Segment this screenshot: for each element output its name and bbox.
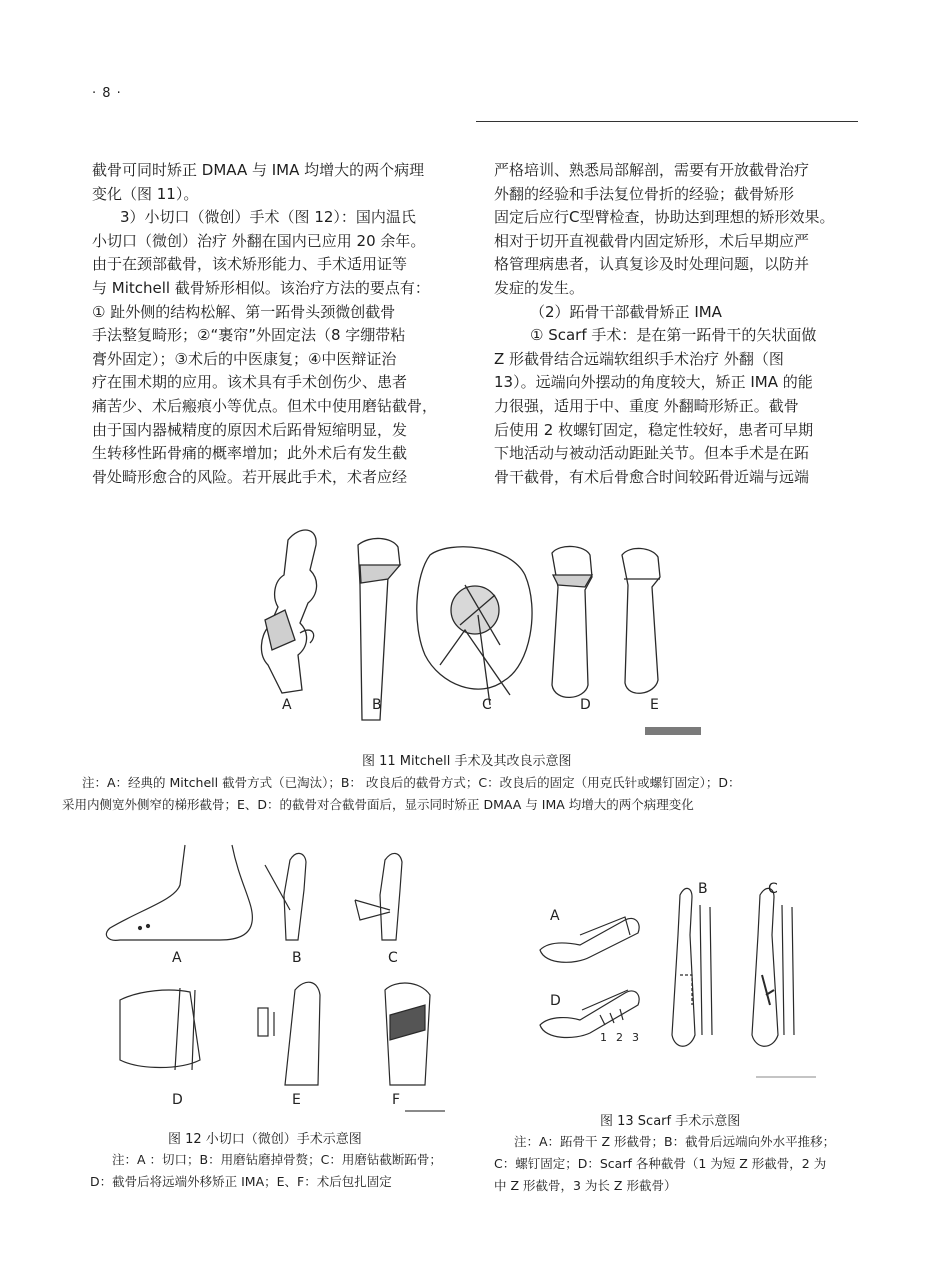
figure-11-caption: 图 11 Mitchell 手术及其改良示意图: [362, 754, 572, 769]
bone-drawing-d: [552, 546, 592, 697]
paragraph-line: 手法整复畸形；②“裹帘”外固定法（8 字绷带粘: [92, 326, 406, 345]
paragraph-line: 13）。远端向外摆动的角度较大，矫正 IMA 的能: [494, 373, 813, 392]
figure-11-illustration: [240, 515, 710, 745]
page-number: · 8 ·: [92, 86, 122, 101]
figure-13-label-b: B: [698, 881, 708, 897]
figure-13-label-d: D: [550, 993, 561, 1009]
paragraph-line: 由于国内器械精度的原因术后跖骨短缩明显，发: [92, 420, 408, 439]
skeleton-drawing-b: [672, 888, 695, 1046]
paragraph-line: 变化（图 11）。: [92, 184, 199, 203]
bone-drawing-a: [261, 530, 316, 693]
paragraph-line: 严格培训、熟悉局部解剖，需要有开放截骨治疗: [494, 161, 810, 179]
note-line: D：截骨后将远端外移矫正 IMA；E、F：术后包扎固定: [90, 1174, 392, 1189]
figure-13-label-c: C: [768, 881, 778, 897]
header-rule: [476, 121, 858, 122]
figure-12-label-d: D: [172, 1092, 183, 1108]
note-line: 注：A：经典的 Mitchell 截骨方式（已淘汰）；B： 改良后的截骨方式；C：改良后的固定（用克氏针或螺钉固定）；D：: [82, 775, 741, 790]
paragraph-line: ① 趾外侧的结构松解、第一跖骨头颈微创截骨: [92, 302, 396, 321]
figure-13-number-1: 1: [600, 1031, 607, 1044]
figure-11-label-b: B: [372, 697, 382, 713]
figure-12-label-c: C: [388, 950, 398, 966]
figure-11-label-c: C: [482, 697, 492, 713]
paragraph-line: 生转移性跖骨痛的概率增加；此外术后有发生截: [92, 444, 408, 463]
paragraph-line: 痛苦少、术后瘢痕小等优点。但术中使用磨钻截骨，: [92, 396, 438, 415]
paragraph-line: 小切口（微创）治疗 外翻在国内已应用 20 余年。: [92, 231, 426, 250]
metatarsal-drawing-a: [540, 918, 639, 962]
paragraph-line: 力很强，适用于中、重度 外翻畸形矫正。截骨: [494, 396, 799, 415]
note-line: 采用内侧宽外侧窄的梯形截骨；E、D：的截骨对合截骨面后，显示同时矫正 DMAA 与 IMA 均增大的两个病理变化: [62, 797, 694, 812]
paragraph-line: Z 形截骨结合远端软组织手术治疗 外翻（图: [494, 349, 784, 368]
paragraph-line: ① Scarf 手术：是在第一跖骨干的矢状面做: [530, 326, 817, 345]
scale-bar: [645, 727, 701, 735]
note-line: 注：A：跖骨干 Z 形截骨；B：截骨后远端向外水平推移；: [514, 1134, 836, 1149]
figure-12-label-e: E: [292, 1092, 301, 1108]
figure-12-caption: 图 12 小切口（微创）手术示意图: [168, 1132, 362, 1147]
figure-12-label-b: B: [292, 950, 302, 966]
paragraph-line: 骨干截骨，有术后骨愈合时间较跖骨近端与远端: [494, 467, 810, 486]
figure-12-note: [90, 1149, 442, 1193]
paragraph-line: 截骨可同时矫正 DMAA 与 IMA 均增大的两个病理: [92, 161, 425, 179]
figure-11-label-a: A: [282, 697, 292, 713]
note-line: 中 Z 形截骨，3 为长 Z 形截骨）: [494, 1178, 677, 1193]
figure-13-label-a: A: [550, 908, 560, 924]
foot-drawing-a: [106, 845, 252, 940]
paragraph-line: 由于在颈部截骨，该术矫形能力、手术适用证等: [92, 255, 408, 274]
figure-13-number-3: 3: [632, 1031, 639, 1044]
paragraph-line: 疗在围术期的应用。该术具有手术创伤少、患者: [92, 373, 408, 392]
figure-12-label-f: F: [392, 1092, 401, 1108]
paragraph-line: 骨处畸形愈合的风险。若开展此手术，术者应经: [92, 467, 408, 486]
bone-drawing-c: [380, 853, 402, 940]
figure-11-label-e: E: [650, 697, 659, 713]
bone-drawing-e: [622, 548, 660, 693]
paragraph-line: 3）小切口（微创）手术（图 12）：国内温氏: [120, 208, 416, 227]
figure-12-illustration: [100, 840, 460, 1115]
left-text-column: [92, 159, 482, 489]
paragraph-line: 格管理病患者，认真复诊及时处理问题，以防并: [494, 255, 810, 274]
figure-13-caption: 图 13 Scarf 手术示意图: [600, 1114, 741, 1129]
paragraph-line: 后使用 2 枚螺钉固定，稳定性较好，患者可早期: [494, 420, 814, 439]
paragraph-line: 相对于切开直视截骨内固定矫形，术后早期应严: [494, 231, 810, 250]
figure-11-note: [62, 772, 741, 816]
figure-13-note: [494, 1131, 835, 1197]
foot-drawing-e: [285, 982, 320, 1085]
paragraph-line: 固定后应行C型臂检查，协助达到理想的矫形效果。: [494, 208, 835, 227]
figure-11-label-d: D: [580, 697, 591, 713]
hand-drawing-d: [120, 990, 200, 1067]
figure-13-illustration: [530, 875, 850, 1080]
paragraph-line: 与 Mitchell 截骨矫形相似。该治疗方法的要点有：: [92, 278, 430, 297]
note-line: C：螺钉固定；D：Scarf 各种截骨（1 为短 Z 形截骨，2 为: [494, 1156, 827, 1171]
right-text-column: [494, 159, 879, 489]
paragraph-line: 膏外固定）；③术后的中医康复；④中医辩证治: [92, 349, 397, 368]
section-heading: （2）跖骨干部截骨矫正 IMA: [530, 302, 722, 321]
figure-12-label-a: A: [172, 950, 182, 966]
figure-13-number-2: 2: [616, 1031, 623, 1044]
paragraph-line: 下地活动与被动活动距趾关节。但本手术是在跖: [494, 444, 810, 463]
bone-drawing-b: [284, 853, 306, 940]
paragraph-line: 外翻的经验和手法复位骨折的经验；截骨矫形: [494, 184, 795, 203]
skeleton-drawing-c: [752, 888, 778, 1046]
paragraph-line: 发症的发生。: [494, 278, 585, 297]
note-line: 注：A ：切口；B：用磨钻磨掉骨赘；C：用磨钻截断跖骨；: [112, 1152, 442, 1167]
